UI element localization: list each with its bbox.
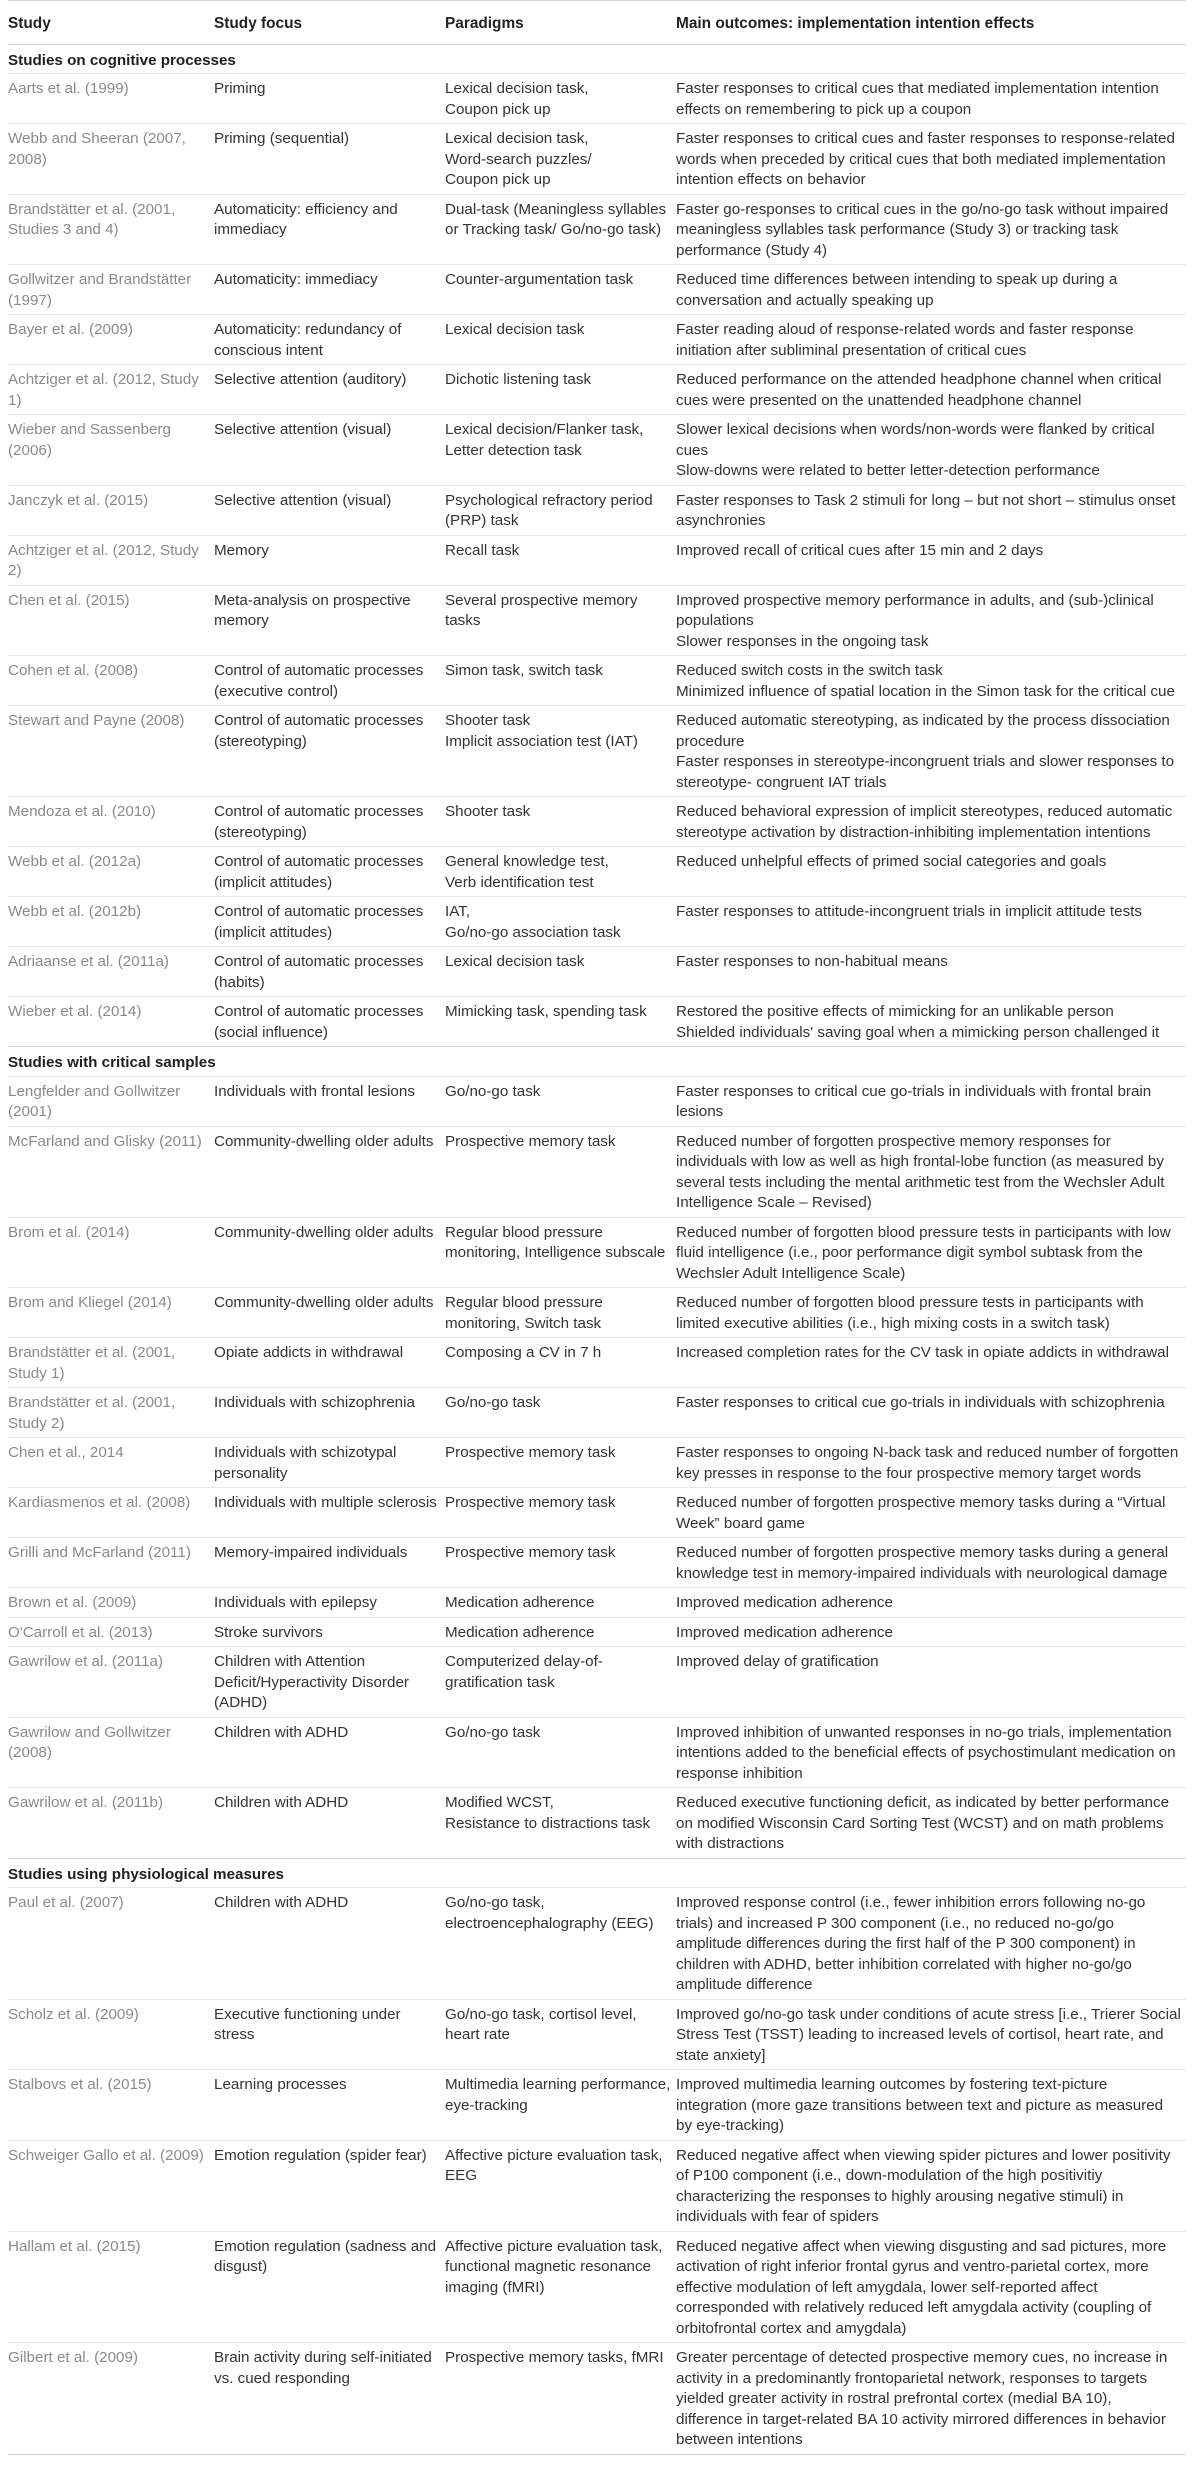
outcome-line: Reduced time differences between intending to speak up during a conversation and actually speaking up: [676, 271, 1118, 309]
study-focus-cell: Selective attention (visual): [214, 485, 445, 535]
outcomes-cell: [676, 1388, 1186, 1438]
study-focus-cell: Emotion regulation (sadness and disgust): [214, 2231, 445, 2343]
study-cell: Gawrilow and Gollwitzer (2008): [8, 1717, 214, 1788]
outcomes-cell: [676, 2070, 1186, 2141]
outcomes-cell: [676, 194, 1186, 265]
outcome-line: Faster responses in stereotype-incongruent trials and slower responses to stereotype- congruent IAT trials: [676, 753, 1175, 791]
study-cell: Hallam et al. (2015): [8, 2231, 214, 2343]
study-cell: Kardiasmenos et al. (2008): [8, 1488, 214, 1538]
outcome-line: Faster reading aloud of response-related words and faster response initiation after subliminal presentation of critical cues: [676, 321, 1134, 359]
header-main-outcomes: Main outcomes: implementation intention effects: [676, 1, 1186, 45]
paradigm-line: Modified WCST,: [445, 1794, 554, 1811]
outcomes-cell: [676, 797, 1186, 847]
study-focus-cell: Emotion regulation (spider fear): [214, 2140, 445, 2231]
paradigm-line: Lexical decision task: [445, 953, 585, 970]
paradigm-line: Dichotic listening task: [445, 371, 592, 388]
paradigm-line: Computerized delay-of-gratification task: [445, 1653, 603, 1691]
study-cell: McFarland and Glisky (2011): [8, 1126, 214, 1217]
paradigms-cell: [445, 1788, 676, 1859]
paradigms-cell: [445, 1338, 676, 1388]
table-row: [8, 1588, 1186, 1618]
study-cell: Stewart and Payne (2008): [8, 706, 214, 797]
table-row: [8, 485, 1186, 535]
paradigm-line: Medication adherence: [445, 1623, 595, 1641]
paradigm-line: Shooter task: [445, 803, 531, 820]
study-cell: Webb and Sheeran (2007, 2008): [8, 124, 214, 195]
outcomes-cell: [676, 265, 1186, 315]
study-focus-cell: Individuals with schizophrenia: [214, 1388, 445, 1438]
paradigms-cell: [445, 1076, 676, 1126]
table-row: [8, 2140, 1186, 2231]
paradigm-line: Coupon pick up: [445, 171, 551, 188]
outcome-line: Faster responses to critical cue go-trials in individuals with schizophrenia: [676, 1394, 1165, 1411]
paradigm-line: Letter detection task: [445, 441, 582, 459]
study-cell: Brandstätter et al. (2001, Study 1): [8, 1338, 214, 1388]
outcomes-cell: [676, 897, 1186, 947]
outcomes-cell: [676, 656, 1186, 706]
study-cell: Wieber and Sassenberg (2006): [8, 415, 214, 486]
outcomes-cell: [676, 847, 1186, 897]
outcome-line: Reduced unhelpful effects of primed social categories and goals: [676, 853, 1107, 870]
outcome-line: Improved medication adherence: [676, 1623, 893, 1641]
outcome-line: Reduced automatic stereotyping, as indicated by the process dissociation procedure: [676, 712, 1170, 750]
paradigm-line: Composing a CV in 7 h: [445, 1344, 602, 1361]
study-focus-cell: Community-dwelling older adults: [214, 1288, 445, 1338]
study-focus-cell: Priming (sequential): [214, 124, 445, 195]
outcomes-cell: [676, 124, 1186, 195]
paradigms-cell: [445, 1126, 676, 1217]
header-study-focus: Study focus: [214, 1, 445, 45]
paradigm-line: IAT,: [445, 903, 471, 920]
table-row: [8, 1126, 1186, 1217]
study-focus-cell: Brain activity during self-initiated vs. cued responding: [214, 2343, 445, 2455]
outcome-line: Greater percentage of detected prospective memory cues, no increase in activity in a predominantly frontoparietal network, responses to targets yielded greater activity in rostral prefrontal cortex (medial BA 10), difference in target-related BA 10 activity mirrored differences in behavior between intentions: [676, 2349, 1168, 2448]
outcome-line: Reduced number of forgotten blood pressure tests in participants with low fluid intelligence (i.e., poor performance digit symbol subtask from the Wechsler Adult Intelligence Scale): [676, 1223, 1171, 1282]
table-row: [8, 1288, 1186, 1338]
table-row: [8, 706, 1186, 797]
section-title: Studies with critical samples: [8, 1047, 1186, 1077]
table-row: [8, 1788, 1186, 1859]
section-title: Studies using physiological measures: [8, 1858, 1186, 1888]
header-study: Study: [8, 1, 214, 45]
study-focus-cell: Automaticity: immediacy: [214, 265, 445, 315]
outcome-line: Faster responses to critical cues and faster responses to response-related words when preceded by critical cues that both mediated implementation intention effects on behavior: [676, 130, 1175, 188]
paradigms-cell: [445, 1388, 676, 1438]
study-cell: Janczyk et al. (2015): [8, 485, 214, 535]
outcome-line: Improved multimedia learning outcomes by fostering text-picture integration (more gaze transitions between text and picture as measured by eye-tracking): [676, 2076, 1164, 2134]
study-focus-cell: Control of automatic processes (habits): [214, 947, 445, 997]
outcome-line: Improved medication adherence: [676, 1594, 893, 1611]
table-row: [8, 797, 1186, 847]
outcome-line: Slower lexical decisions when words/non-words were flanked by critical cues: [676, 421, 1155, 459]
table-row: [8, 1388, 1186, 1438]
table-row: [8, 847, 1186, 897]
paradigms-cell: [445, 1288, 676, 1338]
table-row: [8, 1217, 1186, 1288]
outcome-line: Increased completion rates for the CV task in opiate addicts in withdrawal: [676, 1344, 1170, 1361]
table-row: [8, 656, 1186, 706]
outcome-line: Slow-downs were related to better letter-detection performance: [676, 462, 1100, 479]
table-row: [8, 2343, 1186, 2455]
table-row: [8, 947, 1186, 997]
study-focus-cell: Memory-impaired individuals: [214, 1538, 445, 1588]
paradigm-line: Implicit association test (IAT): [445, 732, 638, 750]
table-row: [8, 997, 1186, 1047]
paradigms-cell: [445, 415, 676, 486]
study-focus-cell: Community-dwelling older adults: [214, 1217, 445, 1288]
paradigms-cell: [445, 1717, 676, 1788]
study-cell: Brandstätter et al. (2001, Studies 3 and 4): [8, 194, 214, 265]
outcomes-cell: [676, 947, 1186, 997]
paradigms-cell: [445, 656, 676, 706]
paradigms-cell: [445, 1999, 676, 2070]
study-cell: Gilbert et al. (2009): [8, 2343, 214, 2455]
paradigms-cell: [445, 1588, 676, 1618]
outcomes-cell: [676, 1888, 1186, 2000]
outcomes-cell: [676, 365, 1186, 415]
outcome-line: Reduced number of forgotten blood pressure tests in participants with limited executive abilities (i.e., high mixing costs in a switch task): [676, 1294, 1144, 1332]
outcome-line: Faster responses to critical cues that mediated implementation intention effects on remembering to pick up a coupon: [676, 80, 1159, 118]
paradigm-line: Shooter task: [445, 712, 531, 729]
table-row: [8, 2070, 1186, 2141]
table-row: [8, 1076, 1186, 1126]
outcome-line: Improved prospective memory performance in adults, and (sub-)clinical populations: [676, 591, 1154, 629]
outcome-line: Faster responses to critical cue go-trials in individuals with frontal brain lesions: [676, 1082, 1152, 1120]
table-body: [8, 44, 1186, 2454]
table-row: [8, 2231, 1186, 2343]
outcomes-cell: [676, 585, 1186, 656]
table-row: [8, 315, 1186, 365]
table-row: [8, 1888, 1186, 2000]
outcomes-cell: [676, 1788, 1186, 1859]
paradigms-cell: [445, 265, 676, 315]
study-focus-cell: Automaticity: redundancy of conscious intent: [214, 315, 445, 365]
study-cell: Wieber et al. (2014): [8, 997, 214, 1047]
paradigms-cell: [445, 485, 676, 535]
study-cell: Gawrilow et al. (2011b): [8, 1788, 214, 1859]
study-cell: Gollwitzer and Brandstätter (1997): [8, 265, 214, 315]
outcome-line: Faster responses to ongoing N-back task and reduced number of forgotten key presses in response to the four prospective memory target words: [676, 1444, 1179, 1482]
outcomes-cell: [676, 1076, 1186, 1126]
table-row: [8, 1717, 1186, 1788]
outcome-line: Reduced number of forgotten prospective memory tasks during a general knowledge test in memory-impaired individuals with neurological damage: [676, 1544, 1169, 1582]
study-focus-cell: Children with ADHD: [214, 1717, 445, 1788]
table-row: [8, 1438, 1186, 1488]
study-cell: Scholz et al. (2009): [8, 1999, 214, 2070]
paradigms-cell: [445, 997, 676, 1047]
study-cell: Mendoza et al. (2010): [8, 797, 214, 847]
outcome-line: Improved delay of gratification: [676, 1653, 879, 1670]
study-focus-cell: Community-dwelling older adults: [214, 1126, 445, 1217]
study-focus-cell: Opiate addicts in withdrawal: [214, 1338, 445, 1388]
paradigms-cell: [445, 1538, 676, 1588]
table-row: [8, 1538, 1186, 1588]
paradigms-cell: [445, 2070, 676, 2141]
outcome-line: Improved recall of critical cues after 15 min and 2 days: [676, 541, 1044, 559]
outcome-line: Improved response control (i.e., fewer inhibition errors following no-go trials) and increased P 300 component (i.e., no reduced no-go/go amplitude differences during the first half of the P 300 component) in children with ADHD, better inhibition correlated with higher no-go/go amplitude difference: [676, 1894, 1146, 1993]
study-cell: Paul et al. (2007): [8, 1888, 214, 2000]
paradigms-cell: [445, 315, 676, 365]
outcome-line: Improved inhibition of unwanted responses in no-go trials, implementation intentions added to the beneficial effects of psychostimulant medication on response inhibition: [676, 1723, 1176, 1782]
outcome-line: Reduced switch costs in the switch task: [676, 662, 943, 679]
paradigms-cell: [445, 74, 676, 124]
outcomes-cell: [676, 485, 1186, 535]
table-row: [8, 415, 1186, 486]
study-focus-cell: Control of automatic processes (implicit attitudes): [214, 897, 445, 947]
outcome-line: Faster responses to non-habitual means: [676, 953, 948, 970]
study-focus-cell: Selective attention (visual): [214, 415, 445, 486]
outcome-line: Reduced number of forgotten prospective memory tasks during a “Virtual Week” board game: [676, 1494, 1166, 1532]
paradigms-cell: [445, 585, 676, 656]
table-row: [8, 1338, 1186, 1388]
outcome-line: Restored the positive effects of mimicking for an unlikable person: [676, 1003, 1114, 1020]
study-focus-cell: Individuals with multiple sclerosis: [214, 1488, 445, 1538]
outcome-line: Reduced executive functioning deficit, as indicated by better performance on modified Wisconsin Card Sorting Test (WCST) and on math problems with distractions: [676, 1794, 1170, 1852]
paradigms-cell: [445, 897, 676, 947]
section-title: Studies on cognitive processes: [8, 44, 1186, 74]
paradigm-line: Go/no-go task, cortisol level, heart rate: [445, 2005, 637, 2043]
study-cell: Brom and Kliegel (2014): [8, 1288, 214, 1338]
paradigm-line: Lexical decision/Flanker task,: [445, 421, 644, 438]
outcomes-cell: [676, 1126, 1186, 1217]
study-focus-cell: Children with Attention Deficit/Hyperactivity Disorder (ADHD): [214, 1647, 445, 1718]
outcomes-cell: [676, 1538, 1186, 1588]
outcomes-cell: [676, 1488, 1186, 1538]
paradigm-line: Medication adherence: [445, 1594, 595, 1611]
paradigm-line: Word-search puzzles/: [445, 150, 592, 168]
paradigms-cell: [445, 797, 676, 847]
study-cell: Grilli and McFarland (2011): [8, 1538, 214, 1588]
outcome-line: Faster responses to Task 2 stimuli for long – but not short – stimulus onset asynchronies: [676, 491, 1176, 529]
paradigm-line: Verb identification test: [445, 873, 594, 891]
paradigm-line: Affective picture evaluation task, functional magnetic resonance imaging (fMRI): [445, 2237, 663, 2296]
section-header-row: [8, 1047, 1186, 1077]
study-focus-cell: Executive functioning under stress: [214, 1999, 445, 2070]
outcomes-cell: [676, 1288, 1186, 1338]
paradigm-line: Dual-task (Meaningless syllables or Tracking task/ Go/no-go task): [445, 200, 667, 238]
study-cell: Brom et al. (2014): [8, 1217, 214, 1288]
study-cell: Webb et al. (2012b): [8, 897, 214, 947]
table-header: [8, 1, 1186, 45]
table-row: [8, 1488, 1186, 1538]
study-focus-cell: Learning processes: [214, 2070, 445, 2141]
paradigm-line: Psychological refractory period (PRP) task: [445, 491, 653, 529]
outcome-line: Reduced number of forgotten prospective memory responses for individuals with low as well as high frontal-lobe function (as measured by several tests including the mental arithmetic test from the Wechsler Adult Intelligence Scale – Revised): [676, 1132, 1165, 1211]
table-row: [8, 1647, 1186, 1718]
outcomes-cell: [676, 2343, 1186, 2455]
outcomes-cell: [676, 706, 1186, 797]
section-header-row: [8, 1858, 1186, 1888]
outcome-line: Reduced performance on the attended headphone channel when critical cues were presented on the unattended headphone channel: [676, 371, 1162, 409]
studies-table: [8, 0, 1186, 2455]
table-row: [8, 194, 1186, 265]
outcome-line: Minimized influence of spatial location in the Simon task for the critical cue: [676, 682, 1175, 700]
header-paradigms: Paradigms: [445, 1, 676, 45]
study-cell: Bayer et al. (2009): [8, 315, 214, 365]
outcomes-cell: [676, 2231, 1186, 2343]
paradigms-cell: [445, 2231, 676, 2343]
outcome-line: Reduced negative affect when viewing disgusting and sad pictures, more activation of right inferior frontal gyrus and ventro-parietal cortex, more effective modulation of left amygdala, lower self-reported affect corresponded with relatively reduced left amygdala activity (coupling of orbitofrontal cortex and amygdala): [676, 2237, 1167, 2337]
outcomes-cell: [676, 1217, 1186, 1288]
paradigm-line: General knowledge test,: [445, 853, 609, 870]
study-focus-cell: Children with ADHD: [214, 1888, 445, 2000]
paradigm-line: Go/no-go task: [445, 1394, 541, 1411]
study-focus-cell: Control of automatic processes (stereotyping): [214, 706, 445, 797]
paradigm-line: Prospective memory task: [445, 1132, 616, 1150]
study-cell: Lengfelder and Gollwitzer (2001): [8, 1076, 214, 1126]
outcomes-cell: [676, 415, 1186, 486]
outcomes-cell: [676, 1717, 1186, 1788]
table-row: [8, 124, 1186, 195]
paradigms-cell: [445, 1647, 676, 1718]
paradigms-cell: [445, 2140, 676, 2231]
table-row: [8, 535, 1186, 585]
table-row: [8, 74, 1186, 124]
study-cell: Stalbovs et al. (2015): [8, 2070, 214, 2141]
study-cell: Brown et al. (2009): [8, 1588, 214, 1618]
table-row: [8, 585, 1186, 656]
study-cell: Schweiger Gallo et al. (2009): [8, 2140, 214, 2231]
paradigms-cell: [445, 535, 676, 585]
outcome-line: Reduced behavioral expression of implicit stereotypes, reduced automatic stereotype activation by distraction-inhibiting implementation intentions: [676, 803, 1173, 841]
study-focus-cell: Control of automatic processes (social influence): [214, 997, 445, 1047]
study-cell: Aarts et al. (1999): [8, 74, 214, 124]
paradigms-cell: [445, 1438, 676, 1488]
paradigms-cell: [445, 1217, 676, 1288]
study-focus-cell: Individuals with epilepsy: [214, 1588, 445, 1618]
paradigms-cell: [445, 947, 676, 997]
study-cell: Chen et al. (2015): [8, 585, 214, 656]
study-cell: Adriaanse et al. (2011a): [8, 947, 214, 997]
paradigms-cell: [445, 124, 676, 195]
paradigm-line: Go/no-go task: [445, 1082, 541, 1100]
paradigm-line: Lexical decision task,: [445, 80, 589, 97]
outcome-line: Faster responses to attitude-incongruent trials in implicit attitude tests: [676, 903, 1142, 920]
paradigms-cell: [445, 194, 676, 265]
paradigm-line: Go/no-go association task: [445, 923, 621, 941]
study-cell: Achtziger et al. (2012, Study 1): [8, 365, 214, 415]
paradigm-line: Multimedia learning performance, eye-tracking: [445, 2076, 671, 2114]
outcomes-cell: [676, 2140, 1186, 2231]
study-cell: O'Carroll et al. (2013): [8, 1617, 214, 1647]
paradigm-line: Prospective memory task: [445, 1494, 616, 1511]
paradigms-cell: [445, 1617, 676, 1647]
table-row: [8, 1999, 1186, 2070]
study-focus-cell: Individuals with schizotypal personality: [214, 1438, 445, 1488]
paradigm-line: Several prospective memory tasks: [445, 591, 638, 629]
study-focus-cell: Children with ADHD: [214, 1788, 445, 1859]
outcomes-cell: [676, 1647, 1186, 1718]
paradigm-line: Prospective memory task: [445, 1444, 616, 1461]
paradigms-cell: [445, 1888, 676, 2000]
table-row: [8, 897, 1186, 947]
study-cell: Chen et al., 2014: [8, 1438, 214, 1488]
outcomes-cell: [676, 1438, 1186, 1488]
outcomes-cell: [676, 315, 1186, 365]
study-cell: Cohen et al. (2008): [8, 656, 214, 706]
outcome-line: Faster go-responses to critical cues in the go/no-go task without impaired meaningless syllables task performance (Study 3) or tracking task performance (Study 4): [676, 200, 1169, 259]
outcome-line: Reduced negative affect when viewing spider pictures and lower positivity of P100 component (i.e., down-modulation of the high positivitiy characterizing the responses to highly arousing negative stimuli) in individuals with fear of spiders: [676, 2146, 1171, 2225]
paradigm-line: Resistance to distractions task: [445, 1814, 651, 1832]
outcomes-cell: [676, 1338, 1186, 1388]
paradigms-cell: [445, 847, 676, 897]
paradigm-line: Lexical decision task,: [445, 130, 589, 147]
study-focus-cell: Stroke survivors: [214, 1617, 445, 1647]
section-header-row: [8, 44, 1186, 74]
study-focus-cell: Memory: [214, 535, 445, 585]
table-row: [8, 365, 1186, 415]
paradigm-line: Simon task, switch task: [445, 662, 603, 679]
paradigm-line: Mimicking task, spending task: [445, 1003, 647, 1020]
paradigms-cell: [445, 365, 676, 415]
outcomes-cell: [676, 74, 1186, 124]
outcomes-cell: [676, 535, 1186, 585]
paradigms-cell: [445, 1488, 676, 1538]
paradigm-line: Go/no-go task, electroencephalography (EEG): [445, 1894, 654, 1932]
paradigm-line: Coupon pick up: [445, 100, 551, 118]
header-row: [8, 1, 1186, 45]
paradigm-line: Regular blood pressure monitoring, Switch task: [445, 1294, 603, 1332]
outcomes-cell: [676, 997, 1186, 1047]
study-focus-cell: Meta-analysis on prospective memory: [214, 585, 445, 656]
study-focus-cell: Control of automatic processes (implicit attitudes): [214, 847, 445, 897]
study-cell: Webb et al. (2012a): [8, 847, 214, 897]
paradigm-line: Prospective memory tasks, fMRI: [445, 2349, 664, 2366]
study-cell: Brandstätter et al. (2001, Study 2): [8, 1388, 214, 1438]
outcomes-cell: [676, 1999, 1186, 2070]
table-row: [8, 1617, 1186, 1647]
study-cell: Achtziger et al. (2012, Study 2): [8, 535, 214, 585]
paradigm-line: Go/no-go task: [445, 1723, 541, 1741]
paradigm-line: Prospective memory task: [445, 1544, 616, 1561]
study-focus-cell: Selective attention (auditory): [214, 365, 445, 415]
study-focus-cell: Control of automatic processes (executive control): [214, 656, 445, 706]
paradigm-line: Regular blood pressure monitoring, Intelligence subscale: [445, 1223, 666, 1261]
study-focus-cell: Automaticity: efficiency and immediacy: [214, 194, 445, 265]
outcomes-cell: [676, 1617, 1186, 1647]
table-row: [8, 265, 1186, 315]
outcome-line: Shielded individuals' saving goal when a mimicking person challenged it: [676, 1023, 1160, 1041]
study-focus-cell: Individuals with frontal lesions: [214, 1076, 445, 1126]
outcomes-cell: [676, 1588, 1186, 1618]
paradigm-line: Lexical decision task: [445, 321, 585, 338]
paradigm-line: Recall task: [445, 541, 520, 559]
study-focus-cell: Priming: [214, 74, 445, 124]
paradigms-cell: [445, 706, 676, 797]
paradigm-line: Affective picture evaluation task, EEG: [445, 2146, 663, 2184]
study-focus-cell: Control of automatic processes (stereotyping): [214, 797, 445, 847]
paradigms-cell: [445, 2343, 676, 2455]
study-cell: Gawrilow et al. (2011a): [8, 1647, 214, 1718]
outcome-line: Slower responses in the ongoing task: [676, 632, 929, 650]
outcome-line: Improved go/no-go task under conditions of acute stress [i.e., Trierer Social Stress Test (TSST) leading to increased levels of cortisol, heart rate, and state anxiety]: [676, 2005, 1181, 2064]
paradigm-line: Counter-argumentation task: [445, 271, 634, 288]
